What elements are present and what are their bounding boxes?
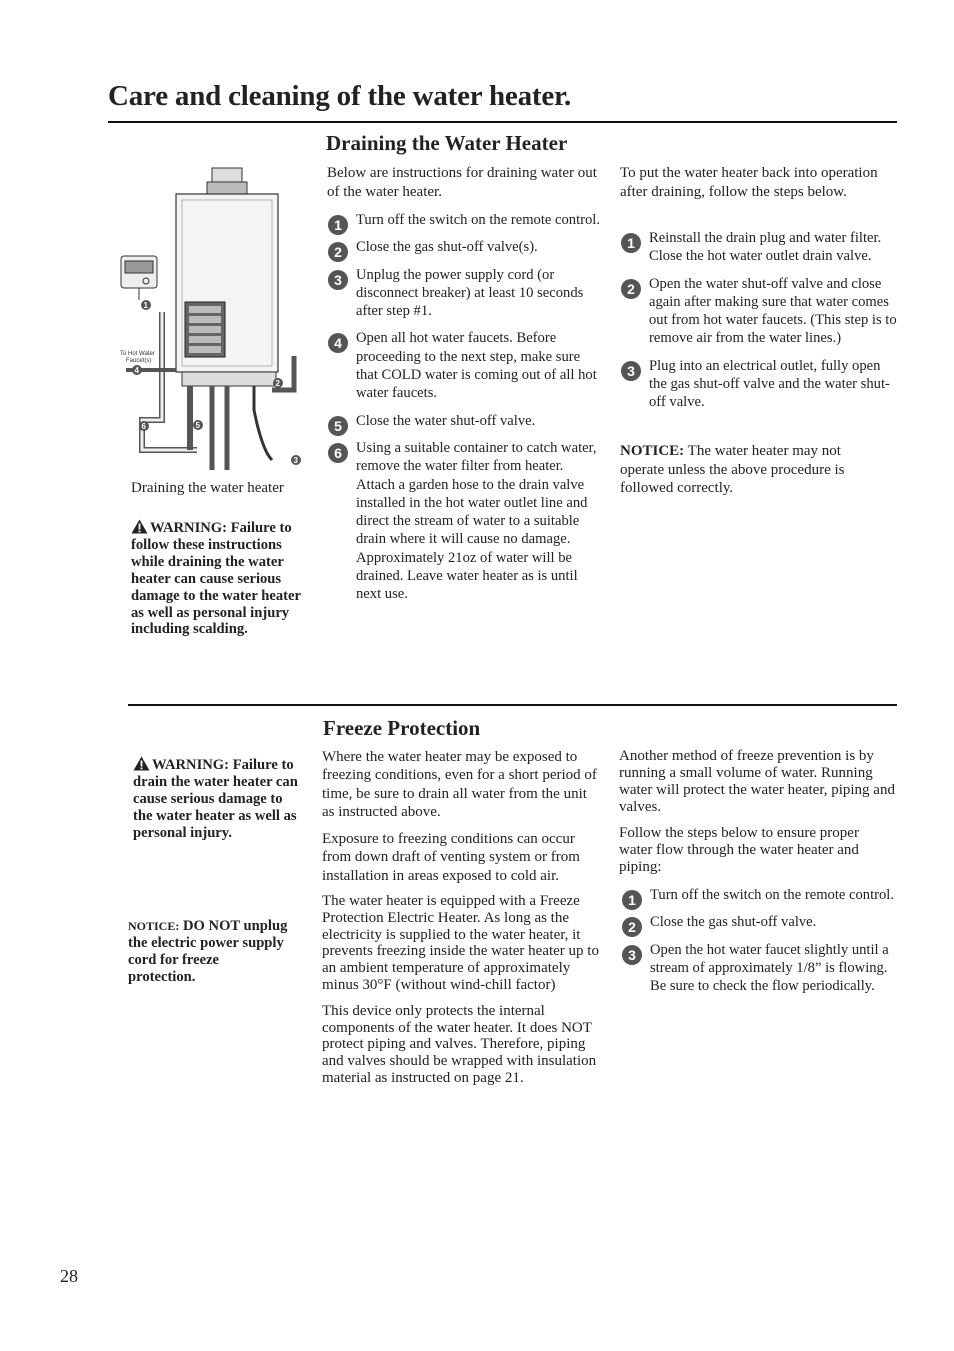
warning-icon [133, 756, 150, 771]
list-item: 5 Close the water shut-off valve. [328, 412, 600, 430]
notice-label: NOTICE: [620, 443, 685, 459]
draining-notice [620, 442, 882, 498]
freeze-left-column [322, 748, 602, 1087]
warning-label: WARNING: [152, 757, 230, 773]
list-item: 1 Turn off the switch on the remote control. [328, 211, 600, 229]
step-number: 2 [328, 242, 348, 262]
list-item: 2 Close the gas shut-off valve(s). [328, 238, 600, 256]
faucet-label-2: Faucet(s) [126, 358, 152, 364]
callout-6: 6 [141, 422, 146, 431]
freeze-notice [128, 918, 288, 986]
step-number: 2 [622, 917, 642, 937]
title-rule [108, 121, 897, 123]
list-item: 1 Turn off the switch on the remote control. [622, 886, 894, 904]
step-number: 5 [328, 416, 348, 436]
list-item: 3 Open the hot water faucet slightly until a stream of approximately 1/8” is flowing. Be sure to check the flow periodically. [622, 941, 894, 996]
list-item: 4 Open all hot water faucets. Before proceeding to the next step, make sure that COLD water is coming out of all hot water faucets. [328, 329, 600, 402]
notice-text: DO NOT unplug the electric power supply cord for freeze protection. [128, 918, 288, 985]
callout-2: 2 [275, 379, 280, 388]
draining-steps [328, 211, 600, 613]
restore-intro: To put the water heater back into operation after draining, follow the steps below. [620, 165, 878, 200]
step-number: 4 [328, 333, 348, 353]
warning-text: Failure to drain the water heater can cause serious damage to the water heater as well as personal injury. [133, 757, 298, 841]
faucet-label-1: To Hot Water [120, 351, 155, 357]
callout-5: 5 [195, 421, 200, 430]
list-item: 3 Unplug the power supply cord (or disconnect breaker) at least 10 seconds after step #1. [328, 266, 600, 321]
step-number: 1 [621, 233, 641, 253]
draining-warning [131, 519, 301, 638]
list-item: 6 Using a suitable container to catch water, remove the water filter from heater. Attach a garden hose to the drain valve installed in the hot water outlet line and direct the stream of water to a suitable drain where it will cause no damage. Approximately 21oz of water will be drained. Leave water heater as is until next use. [328, 439, 600, 604]
list-item: 1 Reinstall the drain plug and water filter. Close the hot water outlet drain valve. [621, 229, 897, 266]
callout-3: 3 [293, 456, 298, 465]
section-rule [128, 704, 897, 706]
page-title: Care and cleaning of the water heater. [108, 80, 572, 112]
list-item: 3 Plug into an electrical outlet, fully open the gas shut-off valve and the water shut-off valve. [621, 357, 897, 412]
water-heater-diagram [112, 160, 312, 478]
step-number: 3 [328, 270, 348, 290]
freeze-heading: Freeze Protection [323, 716, 481, 740]
callout-1: 1 [143, 301, 148, 310]
freeze-paragraph: Where the water heater may be exposed to freezing conditions, even for a short period of time, be sure to drain all water from the unit as instructed above. [322, 749, 597, 820]
step-number: 1 [328, 215, 348, 235]
freeze-steps [622, 886, 894, 1004]
freeze-paragraph: This device only protects the internal components of the water heater. It does NOT protect piping and valves. Therefore, piping and valves should be wrapped with insulation material as instructed on page 21. [322, 1002, 597, 1087]
list-item: 2 Close the gas shut-off valve. [622, 913, 894, 931]
figure-caption: Draining the water heater [131, 480, 284, 496]
step-number: 1 [622, 890, 642, 910]
list-item: 2 Open the water shut-off valve and close again after making sure that water comes out from hot water faucets. (This step is to remove air from the water lines.) [621, 275, 897, 348]
notice-label: NOTICE: [128, 919, 180, 933]
notice-text: The water heater may not operate unless the above procedure is followed correctly. [620, 443, 845, 496]
step-number: 3 [621, 361, 641, 381]
draining-intro: Below are instructions for draining water out of the water heater. [327, 165, 597, 200]
freeze-warning [133, 756, 301, 842]
freeze-right-column [619, 748, 895, 876]
warning-text: Failure to follow these instructions while draining the water heater can cause serious damage to the water heater as well as personal injury including scalding. [131, 520, 301, 638]
warning-label: WARNING: [150, 520, 228, 536]
freeze-paragraph: Another method of freeze prevention is by running a small volume of water. Running water will protect the water heater, piping and valves. [619, 748, 895, 815]
draining-heading: Draining the Water Heater [326, 131, 568, 155]
page-number: 28 [60, 1266, 78, 1286]
step-number: 3 [622, 945, 642, 965]
step-number: 2 [621, 279, 641, 299]
step-number: 6 [328, 443, 348, 463]
warning-icon [131, 519, 148, 534]
callout-4: 4 [134, 366, 139, 375]
freeze-paragraph: The water heater is equipped with a Freeze Protection Electric Heater. As long as the electricity is supplied to the water heater, it prevents freezing inside the water heater up to an ambient temperature of approximately minus 30°F (without wind-chill factor) [322, 893, 599, 994]
freeze-paragraph: Exposure to freezing conditions can occur from down draft of venting system or from installation in areas exposed to cold air. [322, 831, 580, 884]
freeze-paragraph: Follow the steps below to ensure proper water flow through the water heater and piping: [619, 825, 859, 875]
restore-steps [621, 229, 897, 421]
